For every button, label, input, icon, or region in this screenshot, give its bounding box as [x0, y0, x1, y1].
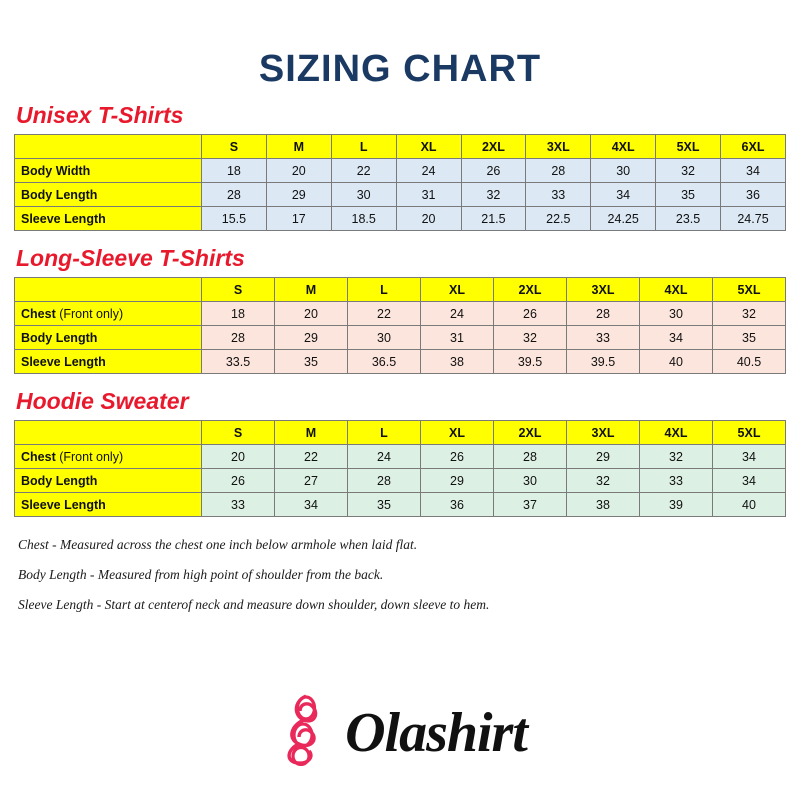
table-row	[15, 493, 786, 517]
size-header-cell: M	[275, 278, 348, 302]
measure-value: 29	[275, 326, 348, 350]
table-header-row	[15, 135, 786, 159]
measure-value: 24	[421, 302, 494, 326]
measure-label: Body Length	[15, 469, 202, 493]
measure-value: 28	[567, 302, 640, 326]
measure-value: 20	[275, 302, 348, 326]
size-header-cell: S	[202, 135, 267, 159]
measure-value: 32	[494, 326, 567, 350]
table-header-row	[15, 278, 786, 302]
measure-value: 28	[202, 183, 267, 207]
measure-label-note: (Front only)	[55, 449, 124, 464]
brand-logo	[0, 692, 800, 766]
measure-value: 28	[202, 326, 275, 350]
measure-value: 22	[331, 159, 396, 183]
measure-value: 35	[275, 350, 348, 374]
measurement-notes	[18, 537, 786, 613]
measure-value: 32	[567, 469, 640, 493]
measure-value: 24	[348, 445, 421, 469]
size-header-cell: 5XL	[656, 135, 721, 159]
measure-value: 18	[202, 302, 275, 326]
measure-value: 32	[461, 183, 526, 207]
size-header-cell: L	[348, 421, 421, 445]
measure-value: 33	[640, 469, 713, 493]
size-header-cell: 2XL	[461, 135, 526, 159]
measure-value: 26	[202, 469, 275, 493]
measure-label	[15, 302, 202, 326]
measure-value: 28	[494, 445, 567, 469]
size-header-cell: XL	[421, 421, 494, 445]
measure-value: 33.5	[202, 350, 275, 374]
measure-value: 30	[591, 159, 656, 183]
measure-value: 35	[656, 183, 721, 207]
corner-cell	[15, 278, 202, 302]
table-row	[15, 207, 786, 231]
measure-value: 34	[275, 493, 348, 517]
size-header-cell: M	[266, 135, 331, 159]
measure-value: 26	[461, 159, 526, 183]
measure-value: 23.5	[656, 207, 721, 231]
size-table-hoodie	[14, 420, 786, 517]
measure-value: 31	[421, 326, 494, 350]
measure-value: 31	[396, 183, 461, 207]
size-header-cell: L	[331, 135, 396, 159]
measure-label-text: Chest	[21, 449, 56, 464]
measure-value: 20	[266, 159, 331, 183]
size-header-cell: XL	[421, 278, 494, 302]
measure-value: 20	[396, 207, 461, 231]
measure-value: 36	[721, 183, 786, 207]
table-row	[15, 326, 786, 350]
corner-cell	[15, 135, 202, 159]
measure-value: 24	[396, 159, 461, 183]
measure-value: 33	[567, 326, 640, 350]
measure-value: 34	[640, 326, 713, 350]
measure-value: 22.5	[526, 207, 591, 231]
size-header-cell: 3XL	[567, 278, 640, 302]
measure-value: 39	[640, 493, 713, 517]
measure-value: 36.5	[348, 350, 421, 374]
measure-value: 34	[591, 183, 656, 207]
logo-swirl-icon	[273, 692, 339, 766]
measure-value: 40.5	[713, 350, 786, 374]
measure-value: 22	[275, 445, 348, 469]
note-body-length: Body Length - Measured from high point of shoulder from the back.	[18, 567, 384, 582]
size-header-cell: 2XL	[494, 421, 567, 445]
measure-label	[15, 445, 202, 469]
size-header-cell: 3XL	[567, 421, 640, 445]
measure-value: 38	[421, 350, 494, 374]
brand-name: Olashirt	[345, 702, 527, 764]
size-table-unisex	[14, 134, 786, 231]
section-title-long-sleeve: Long-Sleeve T-Shirts	[16, 245, 245, 271]
size-header-cell: 4XL	[640, 278, 713, 302]
measure-label: Sleeve Length	[15, 493, 202, 517]
measure-label: Body Length	[15, 326, 202, 350]
size-header-cell: S	[202, 278, 275, 302]
measure-value: 36	[421, 493, 494, 517]
size-header-cell: 5XL	[713, 278, 786, 302]
table-row	[15, 350, 786, 374]
measure-value: 15.5	[202, 207, 267, 231]
size-header-cell: M	[275, 421, 348, 445]
corner-cell	[15, 421, 202, 445]
size-header-cell: 4XL	[591, 135, 656, 159]
size-header-cell: XL	[396, 135, 461, 159]
size-header-cell: 3XL	[526, 135, 591, 159]
measure-value: 24.25	[591, 207, 656, 231]
measure-value: 29	[567, 445, 640, 469]
note-chest: Chest - Measured across the chest one inch below armhole when laid flat.	[18, 537, 418, 552]
section-title-hoodie: Hoodie Sweater	[16, 388, 189, 414]
measure-value: 30	[348, 326, 421, 350]
measure-value: 34	[721, 159, 786, 183]
size-header-cell: 2XL	[494, 278, 567, 302]
table-row	[15, 469, 786, 493]
measure-value: 40	[713, 493, 786, 517]
note-sleeve-length: Sleeve Length - Start at centerof neck and measure down shoulder, down sleeve to hem.	[18, 597, 490, 612]
table-header-row	[15, 421, 786, 445]
measure-value: 26	[494, 302, 567, 326]
page-title: SIZING CHART	[258, 48, 542, 90]
measure-value: 30	[331, 183, 396, 207]
measure-value: 32	[640, 445, 713, 469]
size-header-cell: 6XL	[721, 135, 786, 159]
measure-value: 26	[421, 445, 494, 469]
measure-value: 30	[494, 469, 567, 493]
measure-value: 18	[202, 159, 267, 183]
table-row	[15, 445, 786, 469]
measure-label-note: (Front only)	[55, 306, 124, 321]
measure-value: 32	[713, 302, 786, 326]
measure-value: 37	[494, 493, 567, 517]
measure-label: Body Length	[15, 183, 202, 207]
measure-value: 39.5	[494, 350, 567, 374]
size-header-cell: L	[348, 278, 421, 302]
measure-value: 33	[526, 183, 591, 207]
measure-value: 22	[348, 302, 421, 326]
measure-value: 34	[713, 469, 786, 493]
measure-value: 30	[640, 302, 713, 326]
measure-value: 24.75	[721, 207, 786, 231]
measure-label-text: Chest	[21, 306, 56, 321]
size-header-cell: 4XL	[640, 421, 713, 445]
table-row	[15, 302, 786, 326]
measure-label: Sleeve Length	[15, 207, 202, 231]
measure-value: 17	[266, 207, 331, 231]
table-row	[15, 183, 786, 207]
size-header-cell: 5XL	[713, 421, 786, 445]
measure-value: 33	[202, 493, 275, 517]
measure-value: 38	[567, 493, 640, 517]
measure-value: 28	[348, 469, 421, 493]
measure-value: 20	[202, 445, 275, 469]
measure-label: Sleeve Length	[15, 350, 202, 374]
measure-label: Body Width	[15, 159, 202, 183]
measure-value: 35	[348, 493, 421, 517]
measure-value: 40	[640, 350, 713, 374]
measure-value: 34	[713, 445, 786, 469]
measure-value: 27	[275, 469, 348, 493]
table-row	[15, 159, 786, 183]
size-header-cell: S	[202, 421, 275, 445]
measure-value: 21.5	[461, 207, 526, 231]
size-table-long-sleeve	[14, 277, 786, 374]
measure-value: 29	[421, 469, 494, 493]
measure-value: 28	[526, 159, 591, 183]
measure-value: 29	[266, 183, 331, 207]
olashirt-mark-icon	[273, 692, 339, 766]
section-title-unisex: Unisex T-Shirts	[16, 102, 184, 128]
measure-value: 32	[656, 159, 721, 183]
measure-value: 39.5	[567, 350, 640, 374]
measure-value: 18.5	[331, 207, 396, 231]
measure-value: 35	[713, 326, 786, 350]
